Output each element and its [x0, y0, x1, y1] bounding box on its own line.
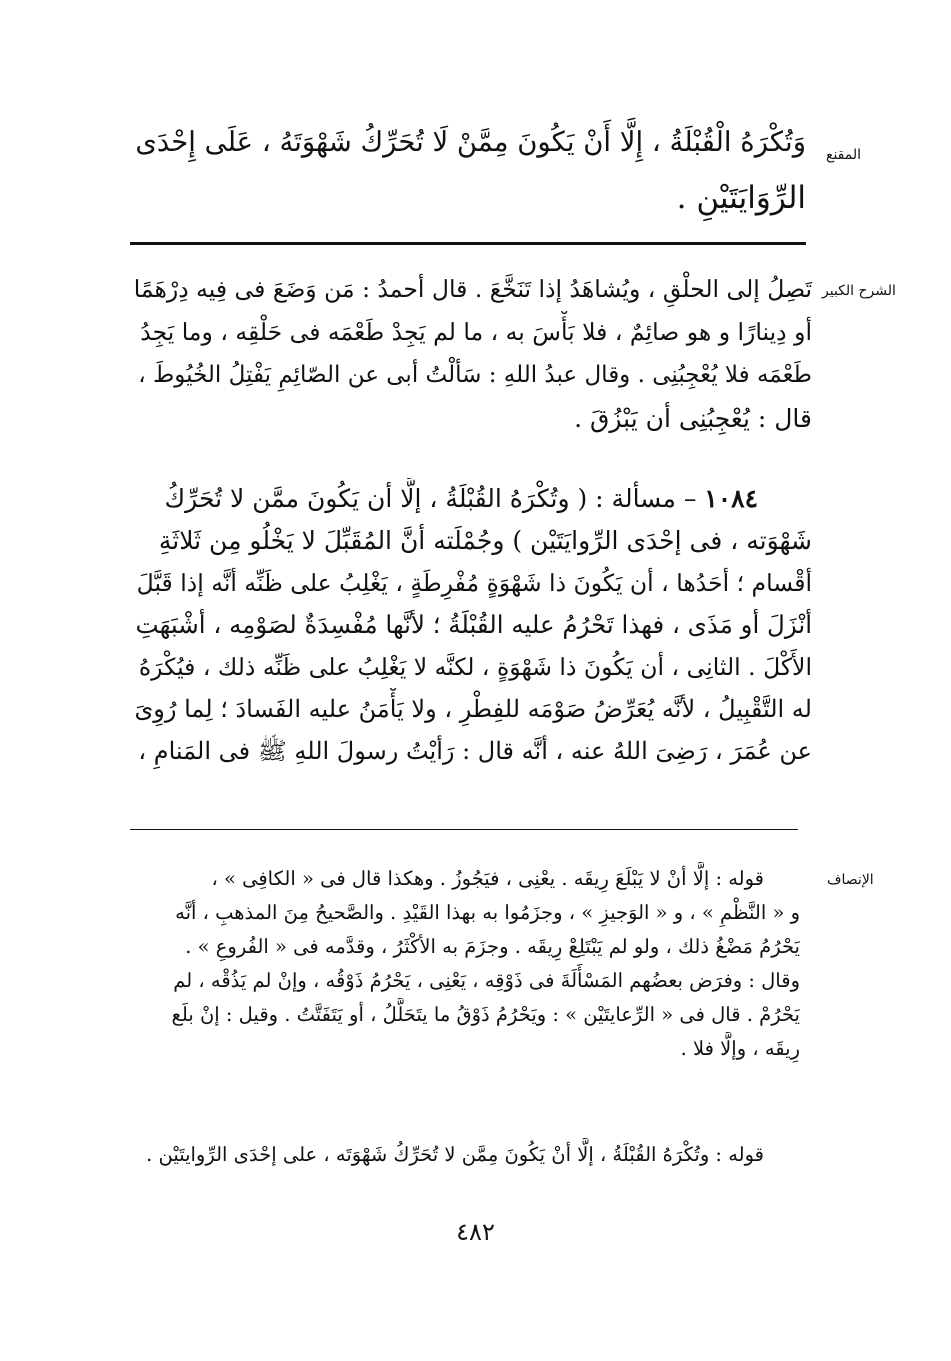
masala-line: الأَكْلَ . الثانِى ، أن يَكُونَ ذا شَهْوَةٍ ، لكنَّه لا يَغْلِبُ على ظَنِّه ذلك ، فيُكْرَهُ: [138, 653, 812, 681]
insaf-line: يَحْرُمْ . قال فى « الرِّعايتَيْن » : ويَحْرُمُ ذَوْقُ ما يتَحَلَّلُ ، أو يَتَفَتَّتُ . وقيل : إنْ بلَع: [171, 1003, 800, 1026]
label-insaf: الإنصاف: [827, 872, 874, 888]
masala-first-line-rest: – مسألة : ( وتُكْرَهُ القُبْلَةُ ، إلَّا أن يَكُونَ ممَّن لا تُحَرِّكُ: [164, 484, 697, 513]
masala-line: عن عُمَرَ ، رَضِىَ اللهُ عنه ، أنَّه قال : رَأيْتُ رسولَ اللهِ ﷺ فى المَنامِ ،: [138, 737, 812, 765]
masala-text: [128, 478, 812, 772]
sharh-line: أو دِينارًا و هو صائِمٌ ، فلا بَأْسَ به ، ما لم يَجِدْ طَعْمَه فى حَلْقِه ، وما يَجِدُ: [140, 318, 812, 346]
insaf-line: و « النَّظْمِ » ، و « الوَجيزِ » ، وجزَمُوا به بهذا القَيْدِ . والصَّحيحُ مِنَ المذهبِ ، أنَّه: [175, 901, 800, 924]
masala-line: أقْسام ؛ أحَدُها ، أن يَكُونَ ذا شَهْوَةٍ مُفْرِطَةٍ ، يَغْلِبُ على ظَنِّه أنَّه إذا قَبَّلَ: [136, 569, 812, 597]
label-sharh: الشرح الكبير: [822, 283, 896, 299]
section-divider-thick: [130, 242, 806, 245]
masala-line: أنْزَلَ أو مَذَى ، فهذا تَحْرُمُ عليه القُبْلَةُ ؛ لأنَّها مُفْسِدَةٌ لصَوْمِه ، أشْبَهَتِ: [135, 610, 812, 639]
page-number: ٤٨٢: [456, 1218, 495, 1246]
insaf-second-text: [128, 1138, 800, 1172]
muqni-text: [128, 114, 806, 226]
insaf-line: قوله : إلَّا أنْ لا يَبْلَعَ رِيقَه . يعْنِى ، فيَجُوزُ . وهكذا قال فى « الكافِى » ،: [211, 867, 764, 890]
sharh-line: تَصِلُ إلى الحلْقِ ، ويُشاهَدُ إذا تَنَخَّعَ . قال أحمدُ : مَن وَضَعَ فى فِيه دِرْهَمًا: [133, 275, 812, 303]
insaf-line: قوله : وتُكْرَهُ القُبْلَةُ ، إلَّا أنْ يَكُونَ مِمَّن لا تُحَرِّكُ شَهْوَتَه ، على إحْدَى الرِّوايتَيْن .: [146, 1143, 764, 1166]
section-divider-thin: [130, 829, 798, 830]
insaf-line: وقال : وفرَض بعضُهم المَسْأَلَةَ فى ذَوْقِه ، يَعْنِى ، يَحْرُمُ ذَوْقُه ، وإنْ لم يَذُقْه ، لم: [173, 969, 800, 992]
sharh-line: قال : يُعْجِبُنِى أن يَبْزُقَ .: [574, 404, 812, 433]
sharh-text: [128, 268, 812, 440]
muqni-line: الرِّوَايَتَيْنِ .: [676, 180, 806, 216]
issue-number: ١٠٨٤: [704, 484, 758, 513]
masala-first-line: [128, 478, 812, 520]
masala-line: شَهْوَته ، فى إحْدَى الرِّوايَتَيْن ) وجُمْلَته أنَّ المُقَبِّلَ لا يَخْلُو مِن ثَلاثَةِ: [158, 526, 812, 555]
insaf-line: يَحْرُمُ مَضْغُ ذلك ، ولو لم يَبْتَلِعْ رِيقَه . وجزَمَ به الأكْثَرُ ، وقدَّمه فى « الفُروعِ » .: [185, 935, 800, 958]
insaf-line: رِيقَه ، وإلَّا فلا .: [680, 1037, 800, 1060]
muqni-line: وَتُكْرَهُ الْقُبْلَةُ ، إِلَّا أَنْ يَكُونَ مِمَّنْ لَا تُحَرِّكُ شَهْوَتَهُ ، عَلَى إِحْدَى: [135, 126, 806, 158]
label-muqni: المقنع: [826, 147, 862, 163]
sharh-line: طَعْمَه فلا يُعْجِبُنِى . وقال عبدُ اللهِ : سَألْتُ أبى عن الصّائِمِ يَفْتِلُ الخُيُوطَ ،: [138, 362, 812, 388]
insaf-text: [128, 862, 800, 1066]
masala-line: له التَّقْبِيلُ ، لأنَّه يُعَرِّضُ صَوْمَه للفِطْرِ ، ولا يَأْمَنُ عليه الفَسادَ ؛ لِما رُوِىَ: [134, 695, 812, 723]
